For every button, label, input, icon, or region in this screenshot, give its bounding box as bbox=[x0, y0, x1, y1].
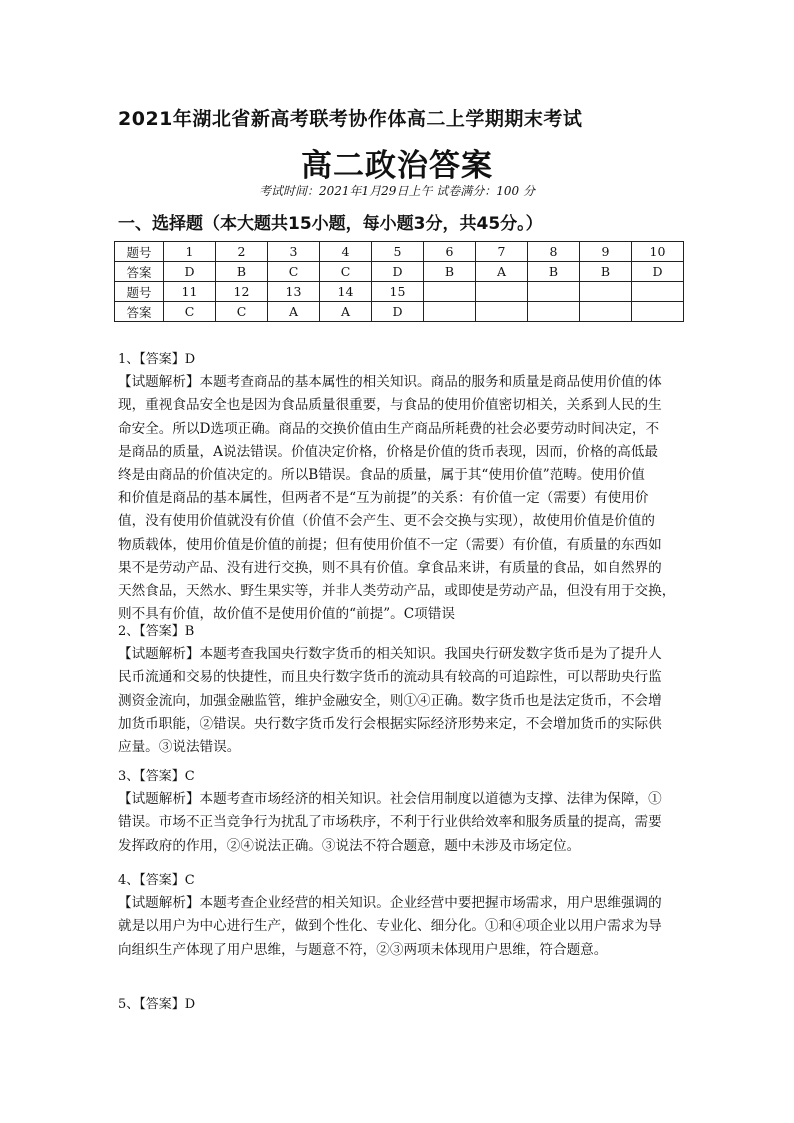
analysis-line: 发挥政府的作用，②④说法正确。③说法不符合题意，题中未涉及市场定位。 bbox=[118, 837, 581, 854]
answer-table-cell: D bbox=[164, 262, 216, 282]
answer-table-row bbox=[115, 262, 684, 282]
analysis-line: 则不具有价值，故价值不是使用价值的“前提”。C项错误 bbox=[118, 606, 455, 623]
question-3 bbox=[118, 765, 678, 858]
answer-table-cell: B bbox=[528, 262, 580, 282]
document-title: 高二政治答案 bbox=[301, 148, 493, 184]
analysis-line: 物质载体，使用价值是价值的前提；但有使用价值不一定（需要）有价值，有质量的东西如 bbox=[118, 536, 662, 553]
section-title: 一、选择题（本大题共15小题，每小题3分，共45分。） bbox=[118, 214, 543, 234]
analysis-line: 【试题解析】本题考查企业经营的相关知识。企业经营中要把握市场需求，用户思维强调的 bbox=[118, 895, 662, 912]
answer-table-cell bbox=[580, 282, 632, 302]
analysis-line: 向组织生产体现了用户思维，与题意不符，②③两项未体现用户思维，符合题意。 bbox=[118, 941, 608, 958]
question-answer-line: 3、【答案】C bbox=[118, 769, 195, 784]
question-analysis bbox=[118, 643, 678, 759]
answer-table-cell: B bbox=[424, 262, 476, 282]
question-analysis bbox=[118, 788, 678, 858]
answer-table-row-label: 题号 bbox=[115, 282, 164, 302]
answer-table-cell: D bbox=[372, 262, 424, 282]
answer-table-cell bbox=[528, 302, 580, 322]
answer-table-row-label: 答案 bbox=[115, 262, 164, 282]
answer-table-cell: 1 bbox=[164, 242, 216, 262]
answer-table-cell bbox=[632, 282, 684, 302]
analysis-line: 错误。市场不正当竞争行为扰乱了市场秩序，不利于行业供给效率和服务质量的提高，需要 bbox=[118, 814, 662, 831]
analysis-line: 【试题解析】本题考查市场经济的相关知识。社会信用制度以道德为支撑、法律为保障，① bbox=[118, 791, 662, 808]
answer-table-cell: C bbox=[164, 302, 216, 322]
document-header: 2021年湖北省新高考联考协作体高二上学期期末考试 bbox=[118, 108, 583, 130]
answer-table bbox=[114, 241, 684, 322]
question-4 bbox=[118, 869, 678, 962]
question-answer-line: 5、【答案】D bbox=[118, 997, 196, 1012]
answer-table-cell: 11 bbox=[164, 282, 216, 302]
answer-table-cell: A bbox=[476, 262, 528, 282]
answer-table-cell bbox=[528, 282, 580, 302]
analysis-line: 命安全。所以D选项正确。商品的交换价值由生产商品所耗费的社会必要劳动时间决定，不 bbox=[118, 420, 660, 437]
question-answer-line: 1、【答案】D bbox=[118, 352, 196, 367]
analysis-line: 果不是劳动产品、没有进行交换，则不具有价值。拿食品来讲，有质量的食品，如自然界的 bbox=[118, 559, 662, 576]
question-2 bbox=[118, 620, 678, 759]
question-1 bbox=[118, 348, 678, 626]
analysis-line: 【试题解析】本题考查我国央行数字货币的相关知识。我国央行研发数字货币是为了提升人 bbox=[118, 646, 662, 663]
analysis-line: 民币流通和交易的快捷性，而且央行数字货币的流动具有较高的可追踪性，可以帮助央行监 bbox=[118, 669, 662, 686]
answer-table-cell: 14 bbox=[320, 282, 372, 302]
question-analysis bbox=[118, 371, 678, 626]
answer-table-cell: 9 bbox=[580, 242, 632, 262]
analysis-line: 测资金流向，加强金融监管，维护金融安全，则①④正确。数字货币也是法定货币，不会增 bbox=[118, 692, 662, 709]
answer-table-row bbox=[115, 302, 684, 322]
answer-table-cell: 6 bbox=[424, 242, 476, 262]
analysis-line: 就是以用户为中心进行生产，做到个性化、专业化、细分化。①和④项企业以用户需求为导 bbox=[118, 918, 662, 935]
answer-table-cell: C bbox=[216, 302, 268, 322]
answer-table-cell bbox=[632, 302, 684, 322]
answer-table-cell: B bbox=[216, 262, 268, 282]
answer-table-cell: 5 bbox=[372, 242, 424, 262]
analysis-line: 应量。③说法错误。 bbox=[118, 739, 241, 756]
answer-table-row bbox=[115, 282, 684, 302]
analysis-line: 天然食品，天然水、野生果实等，并非人类劳动产品，或即使是劳动产品，但没有用于交换， bbox=[118, 583, 676, 600]
analysis-line: 终是由商品的价值决定的。所以B错误。食品的质量，属于其“使用价值”范畴。使用价值 bbox=[118, 467, 645, 484]
answer-table-cell: 13 bbox=[268, 282, 320, 302]
answer-table-cell: 10 bbox=[632, 242, 684, 262]
exam-info: 考试时间：2021年1月29日上午 试卷满分：100 分 bbox=[259, 184, 535, 198]
analysis-line: 值，没有使用价值就没有价值（价值不会产生、更不会交换与实现），故使用价值是价值的 bbox=[118, 513, 655, 530]
answer-table-cell: B bbox=[580, 262, 632, 282]
analysis-line: 现，重视食品安全也是因为食品质量很重要，与食品的使用价值密切相关，关系到人民的生 bbox=[118, 397, 662, 414]
question-analysis bbox=[118, 892, 678, 962]
answer-table-cell: 7 bbox=[476, 242, 528, 262]
answer-table-cell: C bbox=[320, 262, 372, 282]
answer-table-row bbox=[115, 242, 684, 262]
analysis-line: 和价值是商品的基本属性，但两者不是“互为前提”的关系：有价值一定（需要）有使用价 bbox=[118, 490, 649, 507]
answer-table-cell: D bbox=[372, 302, 424, 322]
answer-table-cell: 4 bbox=[320, 242, 372, 262]
answer-table-cell: 12 bbox=[216, 282, 268, 302]
answer-table-row-label: 题号 bbox=[115, 242, 164, 262]
answer-table-cell: A bbox=[320, 302, 372, 322]
question-answer-line: 2、【答案】B bbox=[118, 624, 195, 639]
analysis-line: 加货币职能，②错误。央行数字货币发行会根据实际经济形势来定，不会增加货币的实际供 bbox=[118, 715, 662, 732]
analysis-line: 是商品的质量，A说法错误。价值决定价格，价格是价值的货币表现，因而，价格的高低最 bbox=[118, 443, 658, 460]
answer-table-row-label: 答案 bbox=[115, 302, 164, 322]
answer-table-cell: 15 bbox=[372, 282, 424, 302]
answer-table-cell bbox=[424, 302, 476, 322]
answer-table-cell: A bbox=[268, 302, 320, 322]
answer-table-cell bbox=[476, 282, 528, 302]
analysis-line: 【试题解析】本题考查商品的基本属性的相关知识。商品的服务和质量是商品使用价值的体 bbox=[118, 374, 662, 391]
answer-table-cell: 2 bbox=[216, 242, 268, 262]
answer-table-cell bbox=[424, 282, 476, 302]
answer-table-cell bbox=[580, 302, 632, 322]
answer-table-cell bbox=[476, 302, 528, 322]
answer-table-cell: 8 bbox=[528, 242, 580, 262]
answer-table-cell: D bbox=[632, 262, 684, 282]
answer-table-cell: C bbox=[268, 262, 320, 282]
question-5 bbox=[118, 993, 678, 1016]
question-answer-line: 4、【答案】C bbox=[118, 873, 195, 888]
answer-table-cell: 3 bbox=[268, 242, 320, 262]
